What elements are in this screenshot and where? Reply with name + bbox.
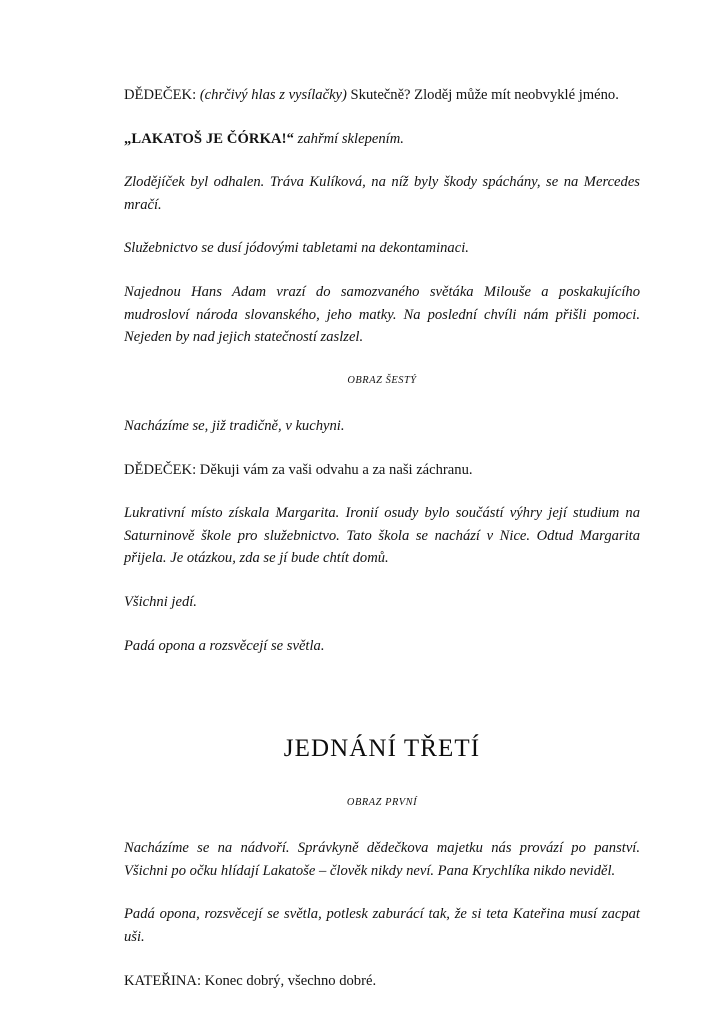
speaker-label: KATEŘINA:: [124, 972, 202, 989]
paragraph-narration-kuchyne: Nacházíme se, již tradičně, v kuchyni.: [124, 418, 345, 434]
paragraph-dialogue-katerina: [124, 970, 640, 993]
paragraph-narration-pada-opona-2: Padá opona, rozsvěcejí se světla, potlesk zaburácí tak, že si teta Kateřina musí zacpat uši.: [124, 906, 640, 945]
dialogue-text: Děkuji vám za vaši odvahu a za naši záchranu.: [196, 461, 473, 478]
scene-heading-obraz-sesty: OBRAZ ŠESTÝ: [347, 374, 417, 386]
paragraph-narration-nadvori: Nacházíme se na nádvoří. Správkyně dědečkova majetku nás provází po panství. Všichni po očku hlídají Lakatoše – člověk nikdy neví. Pana Krychlíka nikdo neviděl.: [124, 840, 640, 879]
paragraph-narration-sluzebnictvo: Služebnictvo se dusí jódovými tabletami na dekontaminaci.: [124, 240, 469, 257]
paragraph-shout-lakatos: [124, 128, 640, 151]
paragraph-narration-pada-opona-1: Padá opona a rozsvěcejí se světla.: [124, 637, 325, 654]
paragraph-dialogue-dedecek-radio: [124, 84, 640, 107]
document-text-column: [124, 84, 640, 992]
speaker-label: DĚDEČEK:: [124, 461, 197, 478]
paragraph-narration-zlodejicek: Zlodějíček byl odhalen. Tráva Kulíková, na níž byly škody spáchány, se na Mercedes mračí.: [124, 174, 640, 213]
shout-trailing-text: zahřmí sklepením.: [294, 130, 404, 147]
speaker-label: DĚDEČEK:: [124, 87, 197, 103]
paragraph-dialogue-dedecek-thanks: [124, 459, 640, 482]
paragraph-narration-hans-adam: Najednou Hans Adam vrazí do samozvaného světáka Milouše a poskakujícího mudrosloví národa slovanského, jeho matky. Na poslední chvíli nám přišli pomoci. Nejeden by nad jejich statečností zaslzel.: [124, 284, 640, 346]
act-heading-jednani-treti: JEDNÁNÍ TŘETÍ: [283, 735, 481, 763]
shout-text: „LAKATOŠ JE ČÓRKA!“: [124, 130, 295, 147]
stage-direction: (chrčivý hlas z vysílačky): [199, 87, 347, 103]
dialogue-text: Skutečně? Zloděj může mít neobvyklé jméno.: [346, 87, 619, 103]
paragraph-narration-margarita: Lukrativní místo získala Margarita. Ironií osudy bylo součástí výhry její studium na Saturninově škole pro služebnictvo. Tato škola se nachází v Nice. Odtud Margarita přijela. Je otázkou, zda se jí bude chtít domů.: [124, 505, 640, 567]
dialogue-text: Konec dobrý, všechno dobré.: [201, 972, 377, 989]
paragraph-narration-vsichni-jedi: Všichni jedí.: [124, 594, 197, 611]
scene-heading-obraz-prvni: OBRAZ PRVNÍ: [346, 797, 418, 809]
